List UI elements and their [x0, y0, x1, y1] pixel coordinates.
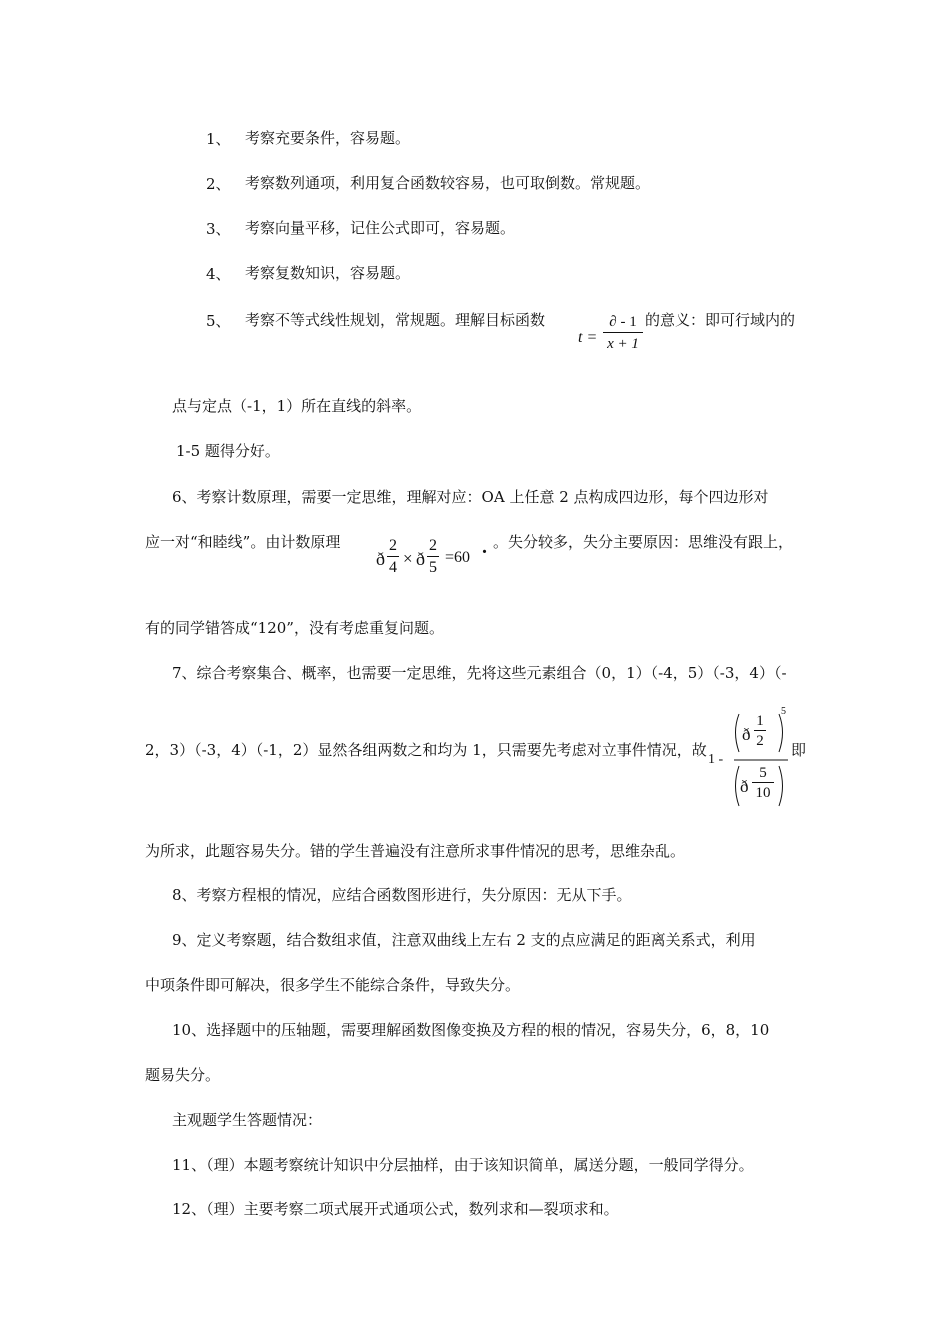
numerator: 2	[429, 537, 437, 554]
numerator: 2	[389, 537, 397, 554]
paragraph: 11、（理）本题考察统计知识中分层抽样，由于该知识简单，属送分题，一般同学得分。	[172, 1156, 754, 1174]
formula-t-fraction	[603, 312, 643, 355]
one-minus: 1 -	[708, 752, 724, 767]
paragraph: 应一对“和睦线”。由计数原理	[145, 533, 341, 551]
item-number: 4、	[206, 265, 231, 283]
paragraph: 中项条件即可解决，很多学生不能综合条件，导致失分。	[145, 976, 521, 994]
formula-dot: .	[482, 536, 487, 558]
exponent: 5	[781, 706, 786, 717]
numerator: 5	[759, 765, 767, 781]
denominator: 10	[755, 785, 771, 801]
formula-probability	[708, 706, 790, 812]
item-number: 1、	[206, 130, 231, 148]
paragraph: 10、选择题中的压轴题，需要理解函数图像变换及方程的根的情况，容易失分，6，8，10	[172, 1021, 770, 1039]
combination-symbol: ð	[740, 777, 749, 796]
combination-symbol: ð	[416, 549, 425, 569]
paragraph: 为所求，此题容易失分。错的学生普遍没有注意所求事件情况的思考，思维杂乱。	[145, 842, 686, 860]
fraction	[752, 764, 774, 803]
combination-symbol: ð	[742, 725, 751, 744]
item-text: 考察充要条件，容易题。	[245, 129, 411, 147]
item-text: 考察向量平移，记住公式即可，容易题。	[245, 219, 516, 237]
item-number: 2、	[206, 175, 231, 193]
paragraph: 8、考察方程根的情况，应结合函数图形进行，失分原因：无从下手。	[172, 886, 632, 904]
formula-t-denominator: x + 1	[607, 336, 639, 352]
paragraph: 12、（理）主要考察二项式展开式通项公式，数列求和—裂项求和。	[172, 1200, 619, 1218]
paragraph: 。失分较多，失分主要原因：思维没有跟上，	[493, 533, 794, 551]
item-number: 5、	[206, 312, 231, 330]
paragraph: 点与定点（-1，1）所在直线的斜率。	[172, 397, 422, 415]
fraction	[387, 536, 399, 579]
denominator: 4	[389, 559, 397, 576]
item-text: 考察数列通项，利用复合函数较容易，也可取倒数。常规题。	[245, 174, 651, 192]
paragraph: 题易失分。	[145, 1066, 221, 1084]
denominator: 5	[429, 559, 437, 576]
paragraph: 2，3）（-3，4）（-1，2）显然各组两数之和均为 1，只需要先考虑对立事件情况，故	[145, 741, 707, 759]
item-text-continued: 的意义：即可行域内的	[645, 311, 796, 329]
paragraph: 7、综合考察集合、概率，也需要一定思维，先将这些元素组合（0，1）（-4，5）（-3，4）（-	[172, 664, 787, 682]
formula-t-lhs: t =	[578, 329, 598, 346]
section-heading: 主观题学生答题情况：	[172, 1111, 323, 1129]
formula-t-numerator: ∂ - 1	[609, 314, 637, 330]
item-text: 考察不等式线性规划，常规题。理解目标函数	[245, 311, 546, 329]
paragraph: 6、考察计数原理，需要一定思维，理解对应：OA 上任意 2 点构成四边形，每个四边形对	[172, 488, 769, 506]
times-sign: ×	[403, 549, 413, 568]
item-number: 3、	[206, 220, 231, 238]
formula-combination	[376, 536, 486, 586]
paragraph: 9、定义考察题，结合数组求值，注意双曲线上左右 2 支的点应满足的距离关系式，利用	[172, 931, 756, 949]
paragraph: 1-5 题得分好。	[176, 442, 280, 460]
item-text: 考察复数知识，容易题。	[245, 264, 411, 282]
paragraph: 即	[791, 741, 807, 759]
denominator: 2	[756, 733, 764, 749]
paragraph: 有的同学错答成“120”，没有考虑重复问题。	[145, 619, 444, 637]
numerator: 1	[756, 713, 764, 729]
combination-symbol: ð	[376, 549, 385, 569]
fraction	[427, 536, 439, 579]
equals-value: =60	[445, 549, 471, 566]
fraction	[754, 712, 766, 751]
